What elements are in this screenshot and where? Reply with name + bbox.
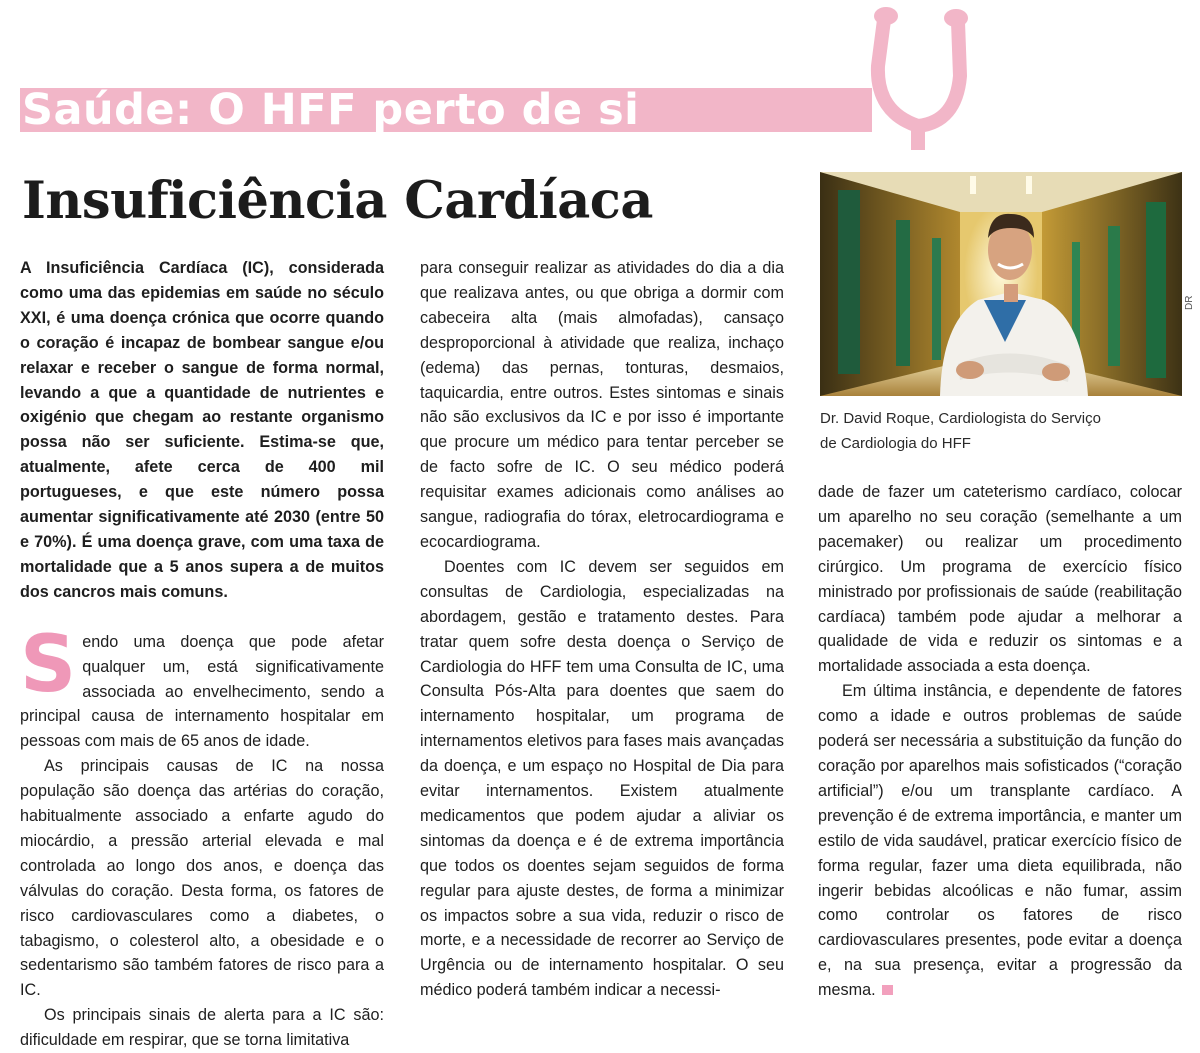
drop-cap: S [20,619,77,710]
paragraph-intro-text: endo uma doença que pode afetar qualquer um, está significativamente associada ao envelhecimento, sendo a principal causa de internamento hospitalar em pessoas com mais de 65 anos de idade. [20,632,384,751]
paragraph-symptoms-start: Os principais sinais de alerta para a IC são: dificuldade em respirar, que se torna limitativa [20,1006,384,1050]
photo-caption [820,406,1182,456]
paragraph-prevention-text: Em última instância, e dependente de fatores como a idade e outros problemas de saúde poderá ser necessária a substituição da função do coração por aparelhos mais sofisticados (“coração artificial”) e/ou um transplante cardíaco. A prevenção é de extrema importância, e manter um estilo de vida saudável, praticar exercício físico de forma regular, fazer uma dieta equilibrada, não ingerir bebidas alcoólicas e não fumar, assim como controlar os fatores de risco cardiovasculares presentes, pode evitar a doença e, na sua presença, evitar a progressão da mesma. [818,682,1182,1000]
paragraph-treatment: Doentes com IC devem ser seguidos em consultas de Cardiologia, especializadas na abordagem, gestão e tratamento destes. Para tratar quem sofre desta doença o Serviço de Cardiologia do HFF tem uma Consulta de IC, uma Consulta Pós-Alta para doentes que saem do internamento hospitalar, um programa de internamentos eletivos para fases mais avançadas da doença, e um espaço no Hospital de Dia para evitar internamentos. Existem atualmente medicamentos que podem ajudar a aliviar os sintomas da doença e é de extrema importância que todos os doentes sejam seguidos de forma regular para ajuste destes, de forma a minimizar os impactos sobre a sua vida, reduzir o risco de morte, e a necessidade de recorrer ao Serviço de Urgência ou de internamento hospitalar. O seu médico poderá também indicar a necessi- [420,557,784,1000]
article-headline: Insuficiência Cardíaca [22,171,653,231]
photo-caption-line-2: de Cardiologia do HFF [820,435,971,452]
article-lead: A Insuficiência Cardíaca (IC), considerada como uma das epidemias em saúde no século XXI, é uma doença crónica que ocorre quando o coração é incapaz de bombear sangue e/ou relaxar e receber o sangue de forma normal, levando a que a quantidade de nutrientes e oxigénio que chegam ao restante organismo possa não ser suficiente. Estima-se que, atualmente, afete cerca de 400 mil portugueses, e que este número possa aumentar significativamente até 2030 (entre 50 e 70%). É uma doença grave, com uma taxa de mortalidade que a 5 anos supera a de muitos dos cancros mais comuns. [20,259,384,601]
paragraph-causes: As principais causas de IC na nossa população são doença das artérias do coração, habitualmente associado a enfarte agudo do miocárdio, a pressão arterial elevada e mal controlada ao longo dos anos, e doença das válvulas do coração. Desta forma, os fatores de risco cardiovasculares como a diabetes, o tabagismo, o colesterol alto, a obesidade e o sedentarismo são também fatores de risco para a IC. [20,757,384,1000]
photo-credit: DR [1184,295,1195,310]
hospital-corridor-image [820,172,1182,396]
section-title: Saúde: O HFF perto de si [22,85,640,135]
doctor-photo [820,172,1182,396]
article-column-3 [818,480,1182,1003]
paragraph-intro [20,619,384,755]
end-of-article-mark [882,985,893,995]
paragraph-prevention [818,679,1182,1003]
article-column-1 [20,256,384,1053]
paragraph-symptoms-continued: para conseguir realizar as atividades do dia a dia que realizava antes, ou que obriga a dormir com cabeceira alta (mais almofadas), cansaço desproporcional à atividade que realiza, inchaço (edema) das pernas, tonturas, desmaios, taquicardia, entre outros. Estes sintomas e sinais não são exclusivos da IC e por isso é importante que procure um médico para tentar perceber se de facto sofre de IC. O seu médico poderá requisitar exames adicionais como análises ao sangue, radiografia do tórax, eletrocardiograma e ecocardiograma. [420,259,784,551]
stethoscope-icon [838,0,978,150]
photo-caption-line-1: Dr. David Roque, Cardiologista do Serviço [820,410,1101,427]
article-column-2 [420,256,784,1003]
paragraph-treatment-continued: dade de fazer um cateterismo cardíaco, colocar um aparelho no seu coração (semelhante a um pacemaker) ou realizar um procedimento cirúrgico. Um programa de exercício físico ministrado por profissionais de saúde (reabilitação cardíaca) também pode ajudar a melhorar a qualidade de vida e reduzir os sintomas e a mortalidade associada a esta doença. [818,483,1182,676]
